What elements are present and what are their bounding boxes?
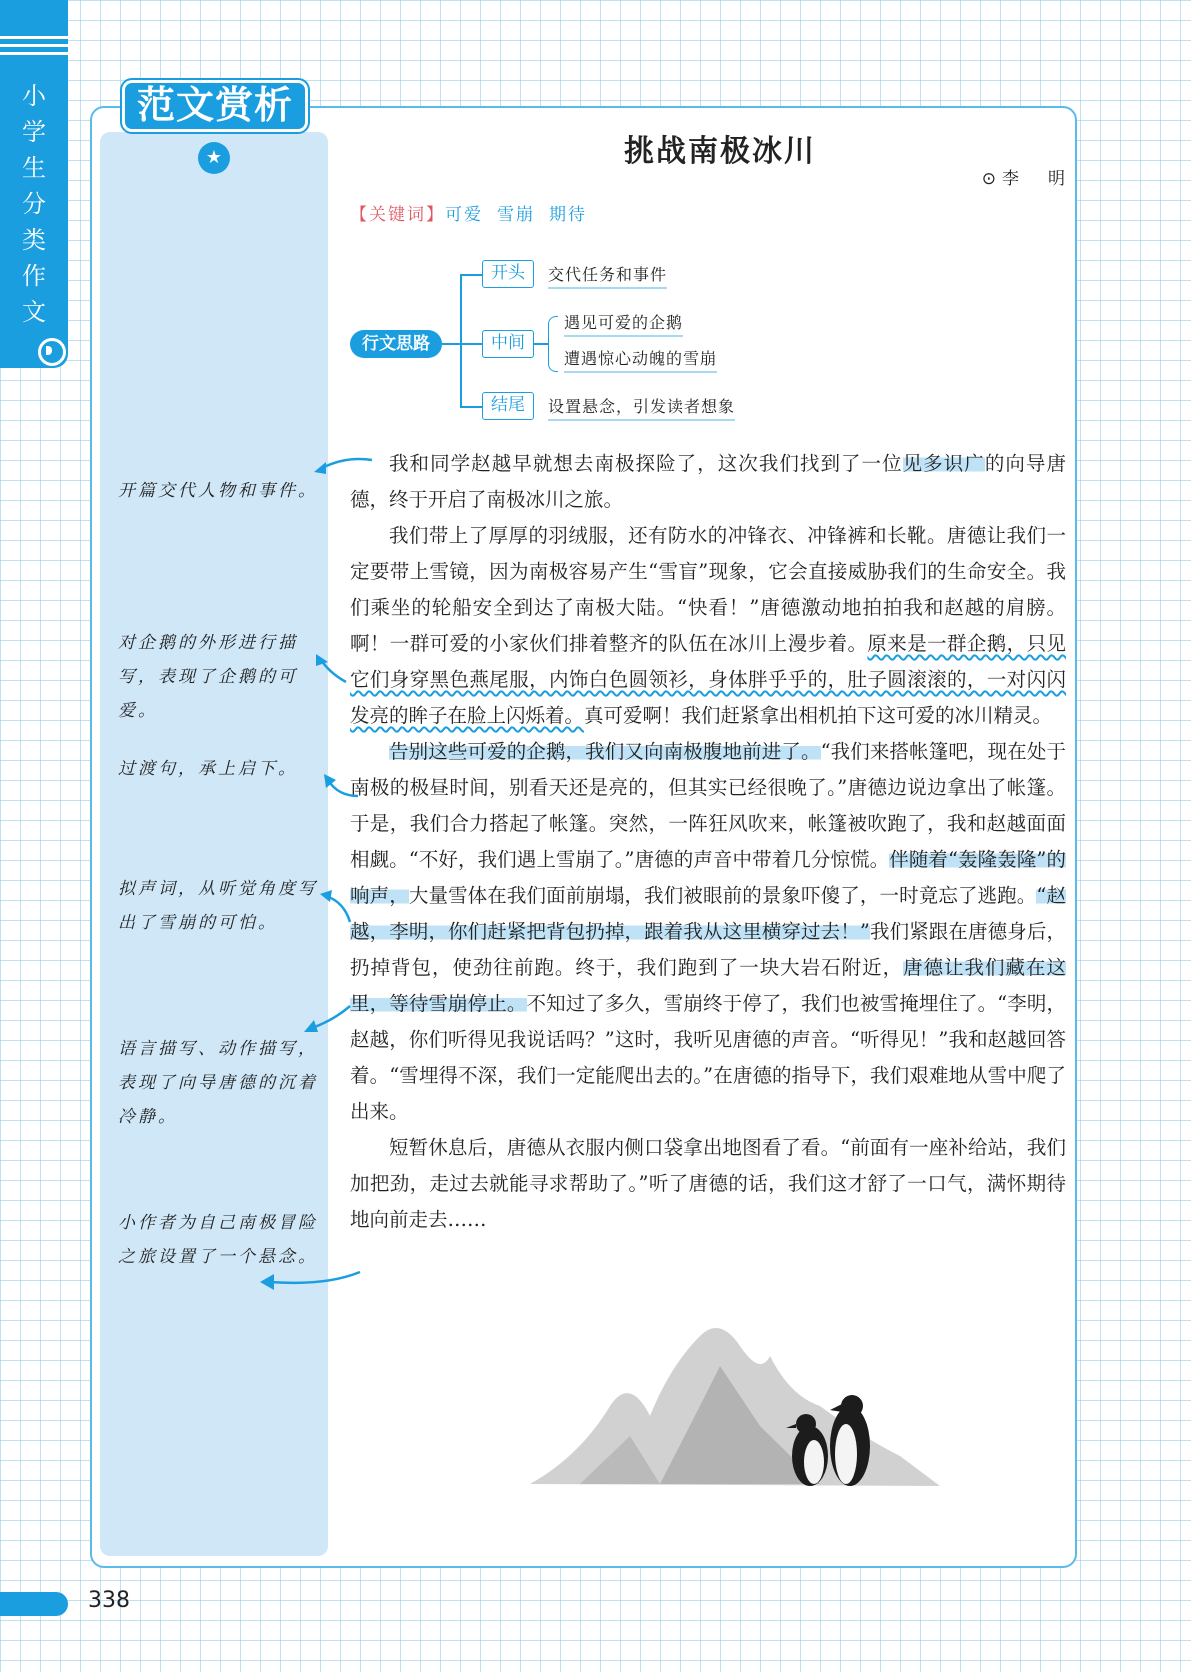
text-run: 大量雪体在我们面前崩塌，我们被眼前的景象吓傻了，一时竟忘了逃跑。 (408, 884, 1037, 907)
highlighted-phrase: 告别这些可爱的企鹅，我们又向南极腹地前进了。 (389, 740, 821, 763)
page-number: 338 (88, 1588, 130, 1613)
arrow-icon (256, 1266, 366, 1296)
article-title: 挑战南极冰川 (624, 134, 816, 169)
article-author: ⊙李 明 (981, 169, 1071, 189)
text-run: 真可爱啊！我们赶紧拿出相机拍下这可爱的冰川精灵。 (584, 704, 1053, 727)
annotation-note: 过渡句，承上启下。 (118, 759, 298, 779)
annotation-note: 拟声词，从听觉角度写出了雪崩的可怕。 (118, 879, 318, 933)
penguin-iceberg-illustration (520, 1306, 960, 1496)
annotation-note: 对企鹅的外形进行描写，表现了企鹅的可爱。 (118, 633, 298, 721)
outline-connector (460, 406, 482, 408)
highlighted-phrase: 见多识广 (902, 452, 985, 475)
series-title-char: 学 (22, 118, 46, 146)
star-medal-icon: ★ (198, 142, 230, 174)
paragraph (350, 734, 1066, 1130)
keyword: 期待 (549, 205, 587, 225)
side-tab (0, 0, 68, 368)
annotation-note: 小作者为自己南极冒险之旅设置了一个悬念。 (118, 1213, 318, 1267)
stage-item: 交代任务和事件 (548, 262, 667, 289)
outline-connector (460, 274, 482, 276)
series-title-char: 文 (22, 298, 46, 326)
outline-connector (442, 343, 460, 345)
paragraph: 短暂休息后，唐德从衣服内侧口袋拿出地图看了看。“前面有一座补给站，我们加把劲，走过去就能寻求帮助了。”听了唐德的话，我们这才舒了一口气，满怀期待地向前走去…… (350, 1136, 1066, 1231)
text-run: 不知过了多久，雪崩终于停了，我们也被雪掩埋住了。“李明，赵越，你们听得见我说话吗？”这时，我听见唐德的声音。“听得见！”我和赵越回答着。“雪埋得不深，我们一定能爬出去的。”在唐德的指导下，我们艰难地从雪中爬了出来。 (350, 992, 1066, 1123)
series-title-char: 小 (22, 82, 46, 110)
stage-middle: 中间 (482, 330, 534, 358)
arrow-icon (318, 772, 364, 802)
outline-connector (534, 343, 548, 345)
series-title-char: 生 (22, 154, 46, 182)
text-run: 的向导唐德，终于开启了南极冰川之旅。 (350, 452, 1066, 511)
article-body (350, 446, 1066, 1238)
arrow-icon (310, 652, 350, 692)
keyword: 可爱 (445, 205, 483, 225)
series-title (0, 78, 68, 330)
text-run: 我和同学赵越早就想去南极探险了，这次我们找到了一位 (389, 452, 903, 475)
stage-item: 遭遇惊心动魄的雪崩 (564, 346, 717, 373)
outline-connector (460, 274, 462, 408)
section-badge: 范文赏析 (122, 80, 308, 132)
arrow-icon (310, 452, 376, 482)
text-run: 我们紧跟在唐德身后，扔掉背包，使劲往前跑。终于，我们跑到了一块大岩石附近， (350, 920, 1066, 979)
stage-item: 设置悬念，引发读者想象 (548, 394, 735, 421)
stage-ending: 结尾 (482, 392, 534, 420)
tab-stripe (0, 52, 68, 55)
keywords-line (350, 200, 587, 225)
stage-item: 遇见可爱的企鹅 (564, 310, 683, 337)
highlighted-phrase: 伴随着“轰隆轰隆”的响声， (350, 848, 1066, 907)
annotation-panel (100, 132, 328, 1556)
stage-beginning: 开头 (482, 260, 534, 288)
paragraph (350, 446, 1066, 518)
text-run: 我们带上了厚厚的羽绒服，还有防水的冲锋衣、冲锋裤和长靴。唐德让我们一定要带上雪镜，因为南极容易产生“雪盲”现象，它会直接威胁我们的生命安全。我们乘坐的轮船安全到达了南极大陆。“快看！”唐德激动地拍拍我和赵越的肩膀。啊！一群可爱的小家伙们排着整齐的队伍在冰川上漫步着。 (350, 524, 1066, 655)
wavy-underlined-phrase: 原来是一群企鹅，只见它们身穿黑色燕尾服，内饰白色圆领衫，身体胖乎乎的，肚子圆滚滚的，一对闪闪发亮的眸子在脸上闪烁着。 (350, 632, 1066, 727)
arrow-icon (316, 888, 356, 928)
keywords-label: 【关键词】 (350, 205, 445, 225)
highlighted-phrase: 唐德让我们藏在这里，等待雪崩停止。 (350, 956, 1066, 1015)
outline-label: 行文思路 (350, 330, 442, 358)
text-run: “我们来搭帐篷吧，现在处于南极的极昼时间，别看天还是亮的，但其实已经很晚了。”唐德边说边拿出了帐篷。于是，我们合力搭起了帐篷。突然，一阵狂风吹来，帐篷被吹跑了，我和赵越面面相觑。“不好，我们遇上雪崩了。”唐德的声音中带着几分惊慌。 (350, 740, 1066, 871)
tab-stripe (0, 44, 68, 47)
outline-connector (460, 343, 482, 345)
series-title-char: 类 (22, 226, 46, 254)
tab-stripe (0, 36, 68, 39)
series-title-char: 作 (22, 262, 46, 290)
annotation-note: 语言描写、动作描写，表现了向导唐德的沉着冷静。 (118, 1039, 318, 1127)
arrow-icon (300, 1000, 356, 1040)
keyword: 雪崩 (497, 205, 535, 225)
book-icon (38, 338, 66, 366)
outline-bracket (548, 316, 558, 372)
annotation-note: 开篇交代人物和事件。 (118, 481, 318, 501)
paragraph (350, 518, 1066, 734)
highlighted-phrase: “赵越，李明，你们赶紧把背包扔掉，跟着我从这里横穿过去！” (350, 884, 1066, 943)
series-title-char: 分 (22, 190, 46, 218)
page-number-bar (0, 1592, 68, 1616)
